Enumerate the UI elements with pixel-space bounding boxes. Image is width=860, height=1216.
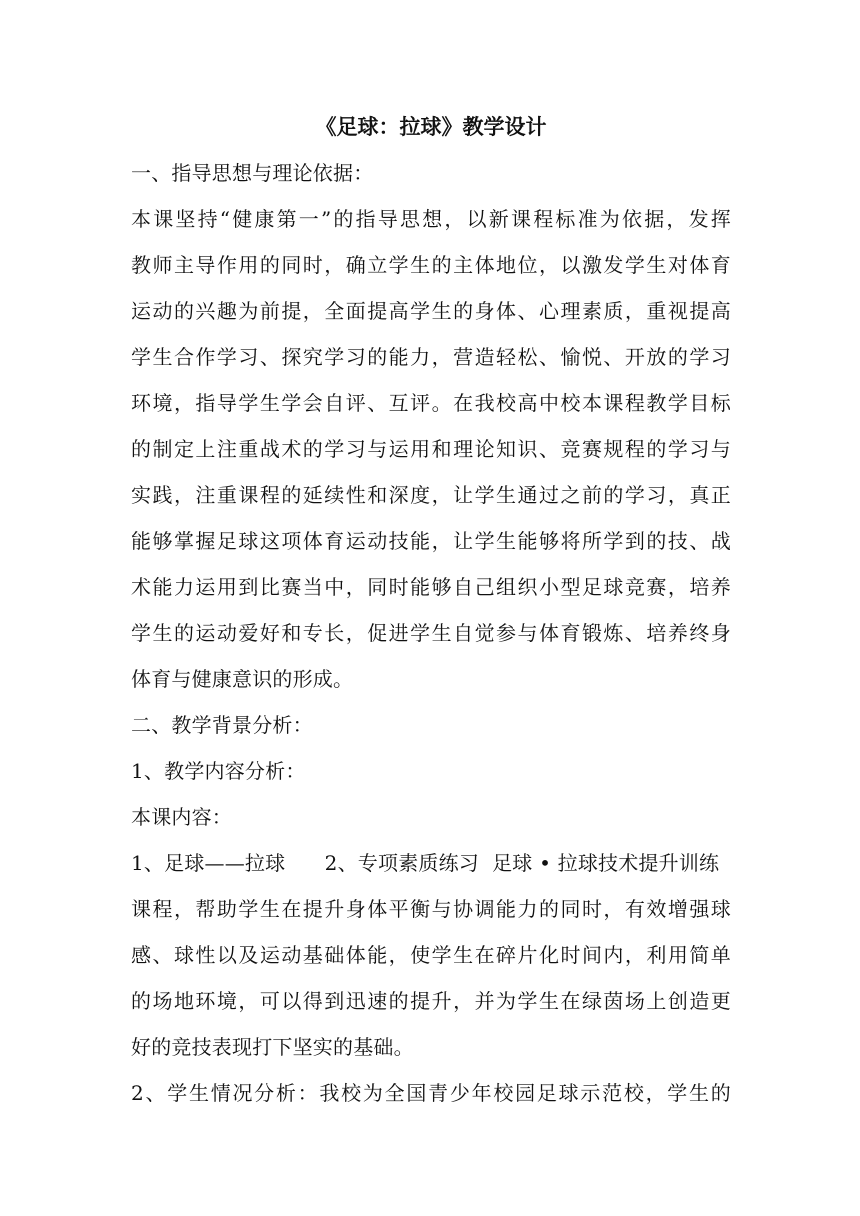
paragraph-line: 课程，帮助学生在提升身体平衡与协调能力的同时，有效增强球 [131,897,731,921]
subsection-heading-content: 1、教学内容分析： [131,759,306,783]
paragraph-line: 的场地环境，可以得到迅速的提升，并为学生在绿茵场上创造更 [131,989,731,1013]
section-heading-guiding-thought: 一、指导思想与理论依据： [131,161,374,185]
paragraph-line: 体育与健康意识的形成。 [131,667,354,691]
document-title: 《足球：拉球》教学设计 [315,114,547,139]
paragraph-line: 实践，注重课程的延续性和深度，让学生通过之前的学习，真正 [131,483,731,507]
document-page [131,104,731,1116]
paragraph-line: 好的竞技表现打下坚实的基础。 [131,1035,414,1059]
paragraph-line: 学生的运动爱好和专长，促进学生自觉参与体育锻炼、培养终身 [131,621,731,645]
paragraph-line: 运动的兴趣为前提，全面提高学生的身体、心理素质，重视提高 [131,299,731,323]
paragraph-line: 感、球性以及运动基础体能，使学生在碎片化时间内，利用简单 [131,943,731,967]
section-heading-background: 二、教学背景分析： [131,713,313,737]
paragraph-line: 环境，指导学生学会自评、互评。在我校高中校本课程教学目标 [131,391,731,415]
paragraph-line: 本课坚持“健康第一”的指导思想，以新课程标准为依据，发挥 [131,207,731,231]
paragraph-line: 教师主导作用的同时，确立学生的主体地位，以激发学生对体育 [131,253,731,277]
paragraph-line: 的制定上注重战术的学习与运用和理论知识、竞赛规程的学习与 [131,437,731,461]
paragraph-line: 1、足球——拉球 2、专项素质练习 足球 • 拉球技术提升训练 [131,851,720,875]
paragraph-line: 能够掌握足球这项体育运动技能，让学生能够将所学到的技、战 [131,529,731,553]
paragraph-line: 2、学生情况分析：我校为全国青少年校园足球示范校，学生的 [131,1081,731,1105]
paragraph-line: 学生合作学习、探究学习的能力，营造轻松、愉悦、开放的学习 [131,345,731,369]
paragraph-line: 本课内容： [131,805,232,829]
paragraph-line: 术能力运用到比赛当中，同时能够自己组织小型足球竞赛，培养 [131,575,731,599]
